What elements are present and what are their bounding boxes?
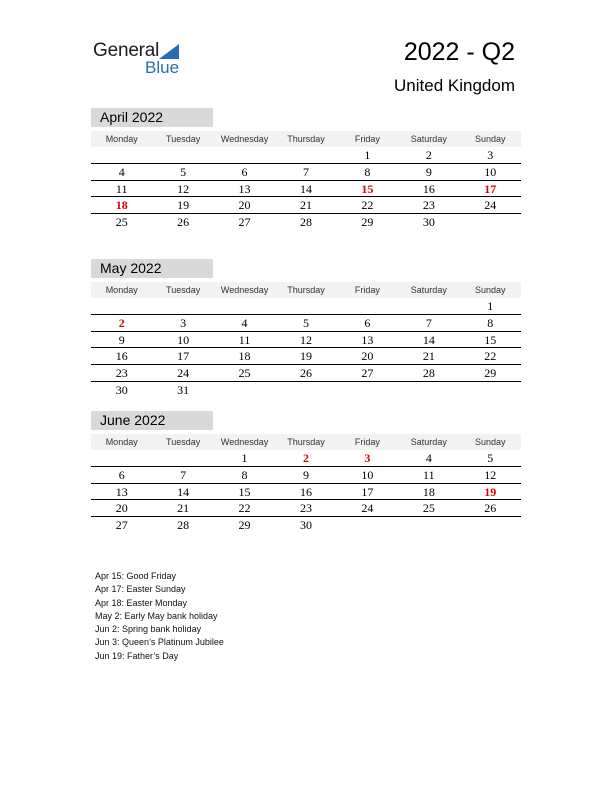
weekday-header: Tuesday bbox=[166, 134, 201, 144]
day-cell: 16 bbox=[422, 181, 435, 196]
day-cell: 28 bbox=[422, 366, 435, 381]
week-row bbox=[91, 450, 521, 467]
month-label: May 2022 bbox=[91, 259, 213, 278]
day-cell: 21 bbox=[422, 349, 435, 364]
day-cell: 13 bbox=[238, 181, 251, 196]
day-cell: 11 bbox=[115, 181, 128, 196]
month-april bbox=[91, 108, 521, 231]
holiday-note: Apr 18: Easter Monday bbox=[95, 597, 188, 608]
day-cell: 29 bbox=[238, 518, 251, 533]
day-cell: 26 bbox=[484, 501, 497, 516]
day-cell bbox=[337, 517, 398, 534]
week-row bbox=[91, 298, 521, 315]
holiday-notes bbox=[95, 570, 224, 663]
month-may bbox=[91, 259, 521, 399]
day-cell: 16 bbox=[299, 484, 312, 499]
holiday-note: Jun 3: Queen’s Platinum Jubilee bbox=[95, 637, 224, 648]
day-cell: 8 bbox=[487, 315, 494, 330]
day-cell bbox=[152, 298, 213, 314]
logo-triangle-icon bbox=[159, 44, 179, 59]
day-cell: 8 bbox=[364, 164, 371, 179]
day-cell: 29 bbox=[361, 215, 374, 230]
weekday-header: Sunday bbox=[474, 134, 506, 144]
weekday-header: Friday bbox=[354, 437, 380, 447]
weekday-header-row bbox=[91, 282, 521, 298]
month-label: April 2022 bbox=[91, 108, 213, 127]
day-cell: 10 bbox=[177, 332, 190, 347]
day-cell: 14 bbox=[299, 181, 312, 196]
weekday-header: Friday bbox=[354, 134, 380, 144]
week-row bbox=[91, 500, 521, 517]
day-cell: 25 bbox=[115, 215, 128, 230]
day-cell: 8 bbox=[241, 467, 248, 482]
day-cell: 15 bbox=[484, 332, 497, 347]
week-row bbox=[91, 197, 521, 214]
day-cell: 12 bbox=[484, 467, 497, 482]
day-cell: 4 bbox=[118, 164, 125, 179]
day-cell: 30 bbox=[115, 382, 128, 397]
day-cell bbox=[337, 382, 398, 399]
generalblue-logo bbox=[93, 40, 193, 80]
day-grid bbox=[91, 298, 521, 399]
day-cell: 22 bbox=[484, 349, 497, 364]
day-cell: 30 bbox=[299, 518, 312, 533]
weekday-header: Thursday bbox=[287, 285, 325, 295]
week-row bbox=[91, 467, 521, 484]
holiday-day-cell: 19 bbox=[484, 484, 497, 499]
day-cell bbox=[214, 147, 275, 163]
weekday-header: Thursday bbox=[287, 437, 325, 447]
day-cell bbox=[91, 298, 152, 314]
week-row bbox=[91, 382, 521, 399]
holiday-note: Apr 17: Easter Sunday bbox=[95, 584, 186, 595]
day-cell: 6 bbox=[241, 164, 248, 179]
weekday-header: Thursday bbox=[287, 134, 325, 144]
weekday-header: Tuesday bbox=[166, 437, 201, 447]
day-cell: 3 bbox=[180, 315, 187, 330]
day-cell: 11 bbox=[423, 467, 435, 482]
day-cell: 10 bbox=[484, 164, 497, 179]
day-cell: 21 bbox=[177, 501, 190, 516]
day-cell: 30 bbox=[422, 215, 435, 230]
day-cell: 9 bbox=[425, 164, 432, 179]
day-cell bbox=[398, 298, 459, 314]
day-cell: 13 bbox=[361, 332, 374, 347]
week-row bbox=[91, 164, 521, 181]
holiday-note: Jun 19: Father’s Day bbox=[95, 650, 179, 661]
day-cell: 9 bbox=[118, 332, 125, 347]
day-grid bbox=[91, 147, 521, 231]
weekday-header: Wednesday bbox=[220, 437, 269, 447]
day-cell: 18 bbox=[238, 349, 251, 364]
day-cell: 6 bbox=[118, 467, 125, 482]
holiday-note: Apr 15: Good Friday bbox=[95, 571, 177, 581]
weekday-header: Wednesday bbox=[220, 134, 269, 144]
day-cell: 7 bbox=[302, 164, 309, 179]
day-cell: 27 bbox=[361, 366, 374, 381]
weekday-header: Monday bbox=[105, 285, 138, 295]
day-cell: 23 bbox=[422, 198, 435, 213]
day-cell: 26 bbox=[299, 366, 312, 381]
day-cell: 20 bbox=[238, 198, 251, 213]
day-cell: 28 bbox=[299, 215, 312, 230]
day-cell: 5 bbox=[180, 164, 187, 179]
day-cell: 15 bbox=[238, 484, 251, 499]
day-cell bbox=[398, 382, 459, 399]
day-cell: 22 bbox=[238, 501, 251, 516]
day-cell bbox=[152, 450, 213, 466]
day-cell: 19 bbox=[299, 349, 312, 364]
week-row bbox=[91, 214, 521, 231]
day-cell: 7 bbox=[425, 315, 432, 330]
month-june bbox=[91, 411, 521, 534]
holiday-day-cell: 2 bbox=[118, 315, 125, 330]
weekday-header: Sunday bbox=[474, 285, 506, 295]
holiday-day-cell: 2 bbox=[302, 451, 309, 465]
weekday-header-row bbox=[91, 131, 521, 147]
day-cell: 17 bbox=[361, 484, 374, 499]
day-cell bbox=[460, 382, 521, 399]
day-cell bbox=[398, 517, 459, 534]
week-row bbox=[91, 315, 521, 332]
weekday-header: Wednesday bbox=[220, 285, 269, 295]
day-cell bbox=[460, 214, 521, 231]
holiday-note: Jun 2: Spring bank holiday bbox=[95, 624, 202, 635]
day-cell: 28 bbox=[177, 518, 190, 533]
day-cell: 21 bbox=[299, 198, 312, 213]
day-cell bbox=[275, 298, 336, 314]
day-cell bbox=[91, 147, 152, 163]
day-cell: 26 bbox=[177, 215, 190, 230]
day-cell: 25 bbox=[422, 501, 435, 516]
week-row bbox=[91, 517, 521, 534]
day-cell: 6 bbox=[364, 315, 371, 330]
day-cell: 23 bbox=[115, 366, 128, 381]
day-cell: 14 bbox=[422, 332, 435, 347]
day-cell: 31 bbox=[177, 382, 190, 397]
day-cell: 5 bbox=[302, 315, 309, 330]
day-cell: 24 bbox=[484, 198, 497, 213]
weekday-header: Tuesday bbox=[166, 285, 201, 295]
weekday-header: Saturday bbox=[410, 285, 447, 295]
day-cell: 7 bbox=[180, 467, 187, 482]
day-cell: 16 bbox=[115, 349, 128, 364]
day-cell: 19 bbox=[177, 198, 190, 213]
day-cell bbox=[214, 298, 275, 314]
weekday-header: Saturday bbox=[410, 134, 447, 144]
day-cell: 27 bbox=[238, 215, 251, 230]
holiday-day-cell: 15 bbox=[361, 181, 374, 196]
day-cell: 23 bbox=[299, 501, 312, 516]
country-name: United Kingdom bbox=[394, 76, 515, 95]
week-row bbox=[91, 484, 521, 501]
holiday-day-cell: 18 bbox=[115, 198, 128, 213]
day-cell: 1 bbox=[241, 451, 248, 465]
day-cell: 24 bbox=[361, 501, 374, 516]
day-cell: 20 bbox=[361, 349, 374, 364]
logo-word-blue: Blue bbox=[145, 58, 180, 77]
month-label: June 2022 bbox=[91, 411, 213, 430]
day-cell bbox=[152, 147, 213, 163]
day-cell: 5 bbox=[487, 451, 494, 465]
day-grid bbox=[91, 450, 521, 534]
day-cell: 25 bbox=[238, 366, 251, 381]
logo-word-general: General bbox=[93, 40, 160, 61]
weekday-header: Friday bbox=[354, 285, 380, 295]
day-cell: 1 bbox=[364, 148, 371, 162]
day-cell bbox=[91, 450, 152, 466]
day-cell: 27 bbox=[115, 518, 128, 533]
day-cell: 20 bbox=[115, 501, 128, 516]
day-cell bbox=[460, 517, 521, 534]
day-cell: 17 bbox=[177, 349, 190, 364]
week-row bbox=[91, 147, 521, 164]
day-cell: 12 bbox=[177, 181, 190, 196]
weekday-header: Monday bbox=[105, 134, 138, 144]
day-cell: 18 bbox=[422, 484, 435, 499]
day-cell: 9 bbox=[302, 467, 309, 482]
day-cell bbox=[337, 298, 398, 314]
page-title: 2022 - Q2 bbox=[403, 38, 515, 66]
weekday-header: Saturday bbox=[410, 437, 447, 447]
day-cell: 2 bbox=[425, 148, 432, 162]
day-cell: 24 bbox=[177, 366, 190, 381]
weekday-header: Monday bbox=[105, 437, 138, 447]
holiday-note: May 2: Early May bank holiday bbox=[95, 610, 218, 621]
day-cell: 3 bbox=[487, 148, 494, 162]
week-row bbox=[91, 365, 521, 382]
day-cell bbox=[214, 382, 275, 399]
day-cell: 4 bbox=[241, 315, 248, 330]
week-row bbox=[91, 181, 521, 198]
day-cell: 1 bbox=[487, 299, 494, 313]
day-cell: 12 bbox=[299, 332, 312, 347]
holiday-day-cell: 17 bbox=[484, 181, 497, 196]
weekday-header-row bbox=[91, 434, 521, 450]
day-cell: 29 bbox=[484, 366, 497, 381]
weekday-header: Sunday bbox=[474, 437, 506, 447]
day-cell: 22 bbox=[361, 198, 374, 213]
day-cell: 10 bbox=[361, 467, 374, 482]
day-cell: 14 bbox=[177, 484, 190, 499]
week-row bbox=[91, 332, 521, 349]
day-cell bbox=[275, 382, 336, 399]
day-cell: 4 bbox=[425, 451, 432, 465]
holiday-day-cell: 3 bbox=[364, 451, 371, 465]
day-cell bbox=[275, 147, 336, 163]
week-row bbox=[91, 348, 521, 365]
day-cell: 13 bbox=[115, 484, 128, 499]
day-cell: 11 bbox=[238, 332, 251, 347]
